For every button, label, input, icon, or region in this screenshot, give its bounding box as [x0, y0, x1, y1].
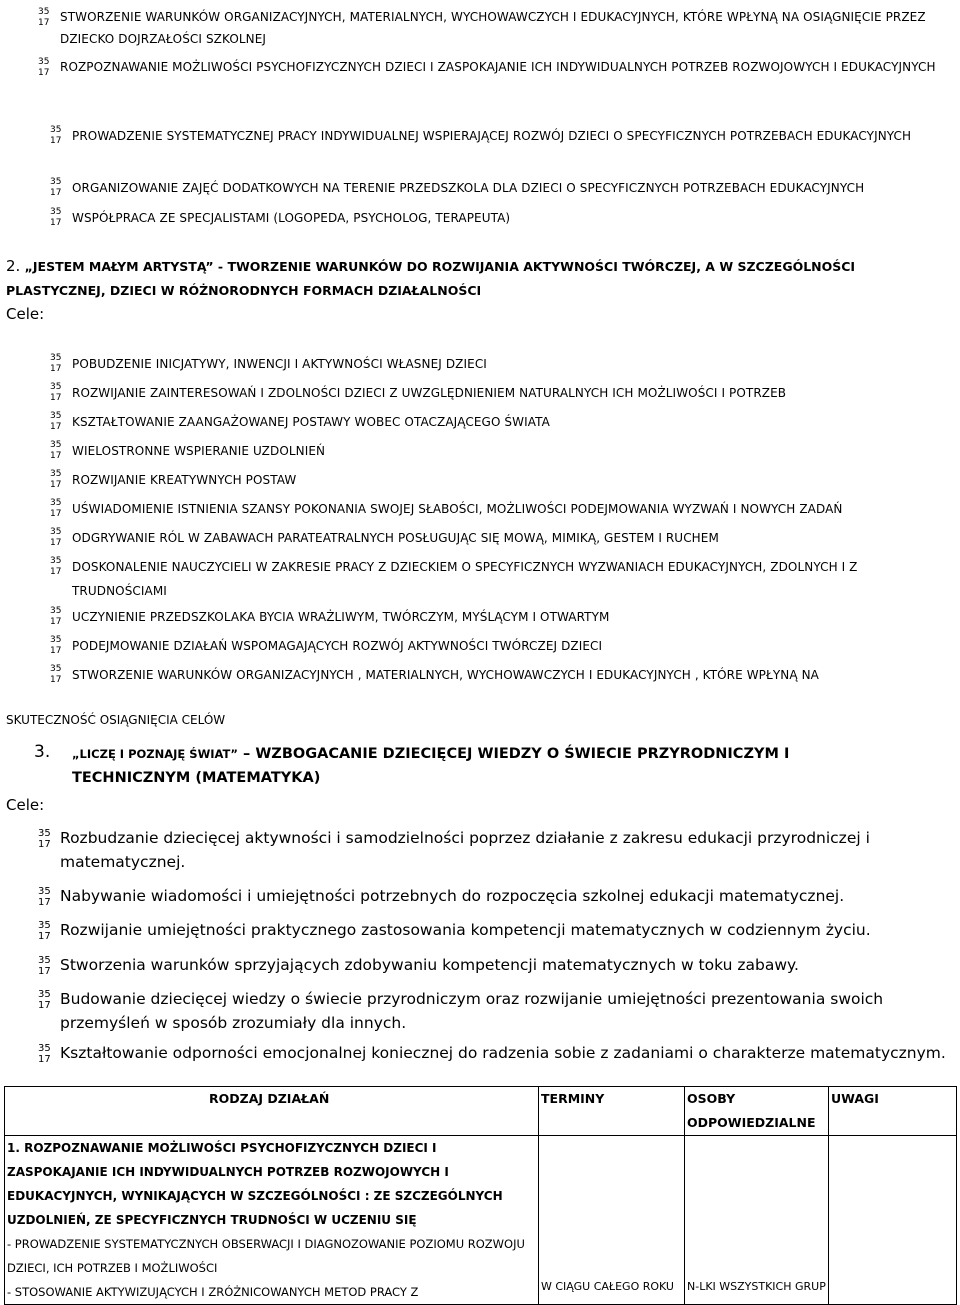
list-item: [38, 1041, 948, 1065]
row-item: - STOSOWANIE AKTYWIZUJĄCYCH I ZRÓŻNICOWANYCH METOD PRACY Z: [7, 1285, 419, 1299]
list-item: [50, 124, 940, 148]
section-2-heading: [6, 254, 946, 303]
list-item: [50, 439, 940, 463]
action-plan-table: [4, 1086, 957, 1305]
list-item: [38, 56, 938, 79]
list-item: [50, 634, 940, 658]
list-item-text: WSPÓŁPRACA ZE SPECJALISTAMI (LOGOPEDA, PSYCHOLOG, TERAPEUTA): [72, 211, 511, 225]
list-item-text: UCZYNIENIE PRZEDSZKOLAKA BYCIA WRAŻLIWYM, TWÓRCZYM, MYŚLĄCYM I OTWARTYM: [72, 610, 610, 624]
list-item: [38, 884, 948, 908]
column-header: TERMINY: [539, 1087, 685, 1136]
bullet-marker: 35 17: [38, 920, 51, 942]
bullet-marker: 35 17: [50, 440, 62, 461]
list-item: [50, 497, 940, 521]
bullet-marker: 35 17: [50, 556, 62, 577]
section-title: – WZBOGACANIE DZIECIĘCEJ WIEDZY O ŚWIECIE PRZYRODNICZYM I TECHNICZNYM (MATEMATYKA): [72, 746, 790, 786]
bullet-marker: 35 17: [50, 527, 62, 548]
list-item-text: KSZTAŁTOWANIE ZAANGAŻOWANEJ POSTAWY WOBEC OTACZAJĄCEGO ŚWIATA: [72, 415, 550, 429]
bullet-marker: 35 17: [50, 411, 62, 432]
bullet-marker: 35 17: [38, 1043, 51, 1065]
list-item: [50, 206, 940, 230]
section-3-heading: [34, 742, 894, 790]
list-item: [38, 826, 948, 874]
row-heading: 1. ROZPOZNAWANIE MOŻLIWOŚCI PSYCHOFIZYCZNYCH DZIECI I ZASPOKAJANIE ICH INDYWIDUALNYCH POTRZEB ROZWOJOWYCH I EDUKACYJNYCH, WYNIKAJĄCYCH W SZCZEGÓLNOŚCI : ZE SZCZEGÓLNYCH UZDOLNIEŃ, ZE SPECYFICZNYCH TRUDNOŚCI W UCZENIU SIĘ: [7, 1141, 503, 1227]
bullet-marker: 35 17: [50, 498, 62, 519]
list-item: [50, 605, 940, 629]
list-item-text: Budowanie dziecięcej wiedzy o świecie przyrodniczym oraz rozwijanie umiejętności prezentowania swoich przemyśleń w sposób zrozumiały dla innych.: [60, 990, 884, 1032]
list-item: [38, 953, 948, 977]
bullet-marker: 35 17: [38, 886, 51, 908]
list-item: [50, 352, 940, 376]
list-item-text: Kształtowanie odporności emocjonalnej koniecznej do radzenia sobie z zadaniami o charakterze matematycznym.: [60, 1044, 946, 1062]
bullet-marker: 35 17: [50, 606, 62, 627]
table-cell: [829, 1136, 957, 1305]
list-item: [50, 381, 940, 405]
list-item-text: STWORZENIE WARUNKÓW ORGANIZACYJNYCH , MATERIALNYCH, WYCHOWAWCZYCH I EDUKACYJNYCH , KTÓRE WPŁYNĄ NA: [72, 668, 819, 682]
bullet-marker: 35 17: [38, 57, 50, 78]
bullet-marker: 35 17: [50, 382, 62, 403]
section-title: „JESTEM MAŁYM ARTYSTĄ” - TWORZENIE WARUNKÓW DO ROZWIJANIA AKTYWNOŚCI TWÓRCZEJ, A W SZCZEGÓLNOŚCI PLASTYCZNEJ, DZIECI W RÓŻNORODNYCH FORMACH DZIAŁALNOŚCI: [6, 259, 856, 298]
list-item-text: DOSKONALENIE NAUCZYCIELI W ZAKRESIE PRACY Z DZIECKIEM O SPECYFICZNYCH WYZWANIACH EDUKACYJNYCH, ZDOLNYCH I Z TRUDNOŚCIAMI: [72, 560, 858, 598]
bullet-marker: 35 17: [38, 7, 50, 28]
list-item: [38, 987, 948, 1035]
table-cell: W CIĄGU CAŁEGO ROKU: [539, 1136, 685, 1305]
list-item-text: Rozwijanie umiejętności praktycznego zastosowania kompetencji matematycznych w codziennym życiu.: [60, 921, 871, 939]
cele-label: Cele:: [6, 796, 45, 814]
row-item: - PROWADZENIE SYSTEMATYCZNYCH OBSERWACJI I DIAGNOZOWANIE POZIOMU ROZWOJU DZIECI, ICH POTRZEB I MOŻLIWOŚCI: [7, 1237, 525, 1275]
list-item: [50, 468, 940, 492]
table-row: [5, 1136, 957, 1305]
column-header: OSOBY ODPOWIEDZIALNE: [685, 1087, 829, 1136]
table-cell: [5, 1136, 539, 1305]
list-item-text: POBUDZENIE INICJATYWY, INWENCJI I AKTYWNOŚCI WŁASNEJ DZIECI: [72, 357, 487, 371]
bullet-marker: 35 17: [50, 207, 62, 228]
bullet-marker: 35 17: [50, 469, 62, 490]
cele-label: Cele:: [6, 305, 45, 323]
table-cell: N-LKI WSZYSTKICH GRUP: [685, 1136, 829, 1305]
table-header-row: [5, 1087, 957, 1136]
bullet-marker: 35 17: [50, 664, 62, 685]
list-item-text: Nabywanie wiadomości i umiejętności potrzebnych do rozpoczęcia szkolnej edukacji matematycznej.: [60, 887, 845, 905]
list-item-text: PODEJMOWANIE DZIAŁAŃ WSPOMAGAJĄCYCH ROZWÓJ AKTYWNOŚCI TWÓRCZEJ DZIECI: [72, 639, 603, 653]
bullet-marker: 35 17: [50, 177, 62, 198]
list-item: [38, 918, 948, 942]
list-item-text: UŚWIADOMIENIE ISTNIENIA SZANSY POKONANIA SWOJEJ SŁABOŚCI, MOŻLIWOŚCI PODEJMOWANIA WYZWAŃ I NOWYCH ZADAŃ: [72, 502, 843, 516]
bullet-marker: 35 17: [38, 989, 51, 1011]
list-item: [50, 526, 940, 550]
bullet-marker: 35 17: [38, 955, 51, 977]
section-title-quote: „LICZĘ I POZNAJĘ ŚWIAT”: [72, 747, 238, 761]
bullet-marker: 35 17: [38, 828, 51, 850]
list-item-text: ROZPOZNAWANIE MOŻLIWOŚCI PSYCHOFIZYCZNYCH DZIECI I ZASPOKAJANIE ICH INDYWIDUALNYCH POTRZEB ROZWOJOWYCH I EDUKACYJNYCH: [60, 60, 936, 74]
list-item-text: ORGANIZOWANIE ZAJĘĆ DODATKOWYCH NA TERENIE PRZEDSZKOLA DLA DZIECI O SPECYFICZNYCH POTRZEBACH EDUKACYJNYCH: [72, 181, 865, 195]
list-item-text: Rozbudzanie dziecięcej aktywności i samodzielności poprzez działanie z zakresu edukacji przyrodniczej i matematycznej.: [60, 829, 870, 871]
list-item-text: ODGRYWANIE RÓL W ZABAWACH PARATEATRALNYCH POSŁUGUJĄC SIĘ MOWĄ, MIMIKĄ, GESTEM I RUCHEM: [72, 531, 719, 545]
list-item-text: PROWADZENIE SYSTEMATYCZNEJ PRACY INDYWIDUALNEJ WSPIERAJĄCEJ ROZWÓJ DZIECI O SPECYFICZNYCH POTRZEBACH EDUKACYJNYCH: [72, 129, 912, 143]
section-number: 3.: [34, 742, 51, 762]
list-item-text: ROZWIJANIE KREATYWNYCH POSTAW: [72, 473, 297, 487]
section-number: 2.: [6, 257, 21, 275]
column-header: RODZAJ DZIAŁAŃ: [5, 1087, 539, 1136]
list-item-text: WIELOSTRONNE WSPIERANIE UZDOLNIEŃ: [72, 444, 326, 458]
list-item: [50, 555, 940, 603]
list-item-text: ROZWIJANIE ZAINTERESOWAŃ I ZDOLNOŚCI DZIECI Z UWZGLĘDNIENIEM NATURALNYCH ICH MOŻLIWOŚCI I POTRZEB: [72, 386, 787, 400]
list-item: [50, 663, 940, 687]
list-item: [50, 176, 950, 200]
continuation-text: SKUTECZNOŚĆ OSIĄGNIĘCIA CELÓW: [6, 713, 226, 727]
list-item-text: Stworzenia warunków sprzyjających zdobywaniu kompetencji matematycznych w toku zabawy.: [60, 956, 799, 974]
bullet-marker: 35 17: [50, 635, 62, 656]
list-item: [50, 410, 940, 434]
bullet-marker: 35 17: [50, 353, 62, 374]
list-item: [38, 6, 938, 50]
list-item-text: STWORZENIE WARUNKÓW ORGANIZACYJNYCH, MATERIALNYCH, WYCHOWAWCZYCH I EDUKACYJNYCH, KTÓRE WPŁYNĄ NA OSIĄGNIĘCIE PRZEZ DZIECKO DOJRZAŁOŚCI SZKOLNEJ: [60, 10, 926, 46]
column-header: UWAGI: [829, 1087, 957, 1136]
bullet-marker: 35 17: [50, 125, 62, 146]
